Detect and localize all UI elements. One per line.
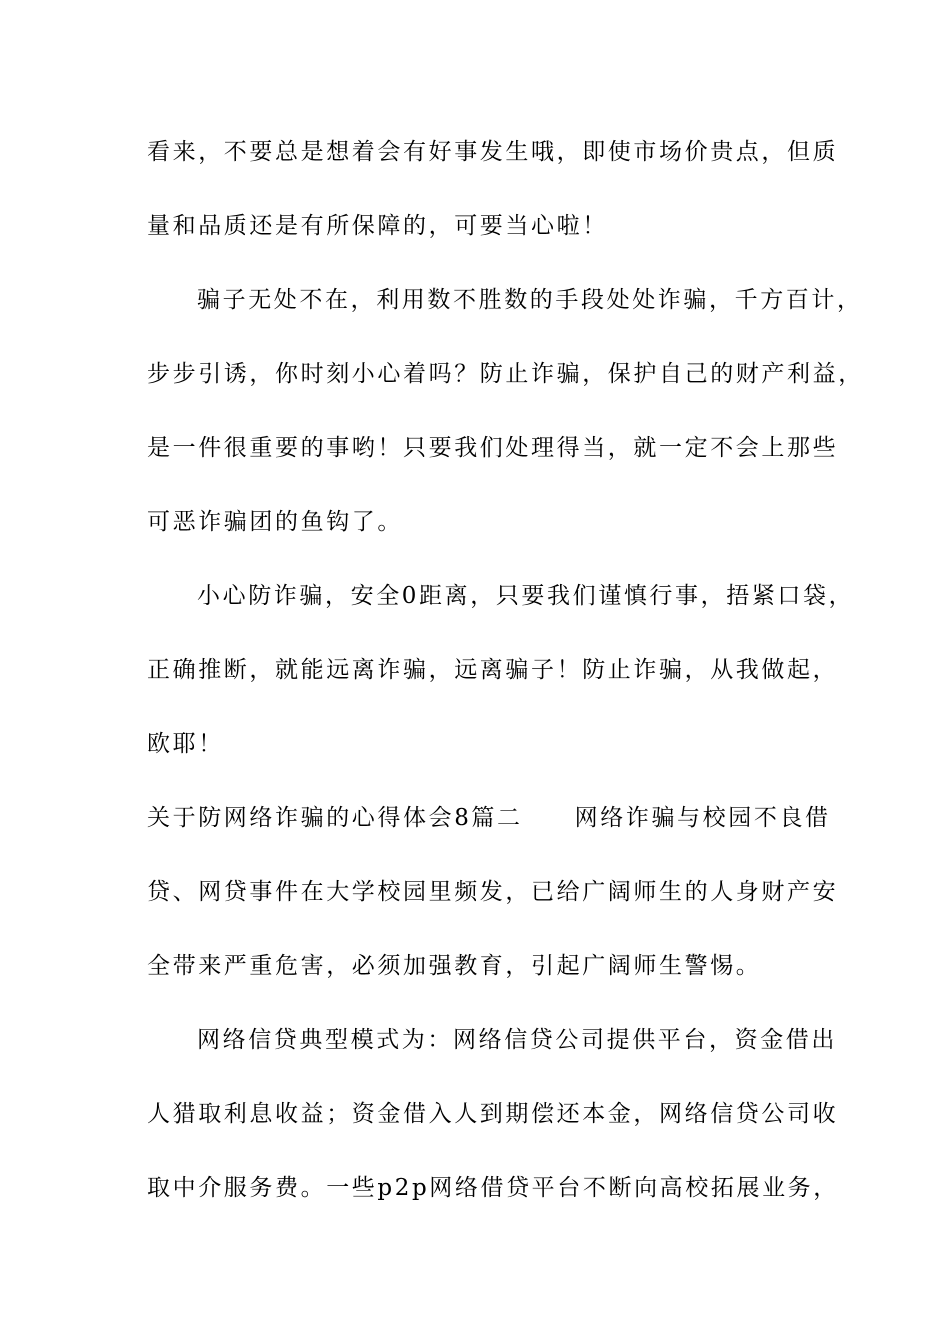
paragraph-line: 骗子无处不在，利用数不胜数的手段处处诈骗，千方百计， xyxy=(197,287,863,313)
paragraph-line: 正确推断，就能远离诈骗，远离骗子！防止诈骗，从我做起， xyxy=(147,657,839,683)
paragraph-line: 步步引诱，你时刻小心着吗？防止诈骗，保护自己的财产利益， xyxy=(147,361,864,387)
paragraph-line: 看来，不要总是想着会有好事发生哦，即使市场价贵点，但质 xyxy=(147,139,839,165)
paragraph-line: 贷、网贷事件在大学校园里频发，已给广阔师生的人身财产安 xyxy=(147,879,839,905)
section-heading-line xyxy=(147,803,831,833)
paragraph-line: 小心防诈骗，安全0距离，只要我们谨慎行事，捂紧口袋， xyxy=(197,583,855,609)
paragraph-line: 网络诈骗与校园不良借 xyxy=(574,805,831,831)
paragraph-line: 是一件很重要的事哟！只要我们处理得当，就一定不会上那些 xyxy=(147,435,839,461)
paragraph-line: 取中介服务费。一些p2p网络借贷平台不断向高校拓展业务， xyxy=(147,1175,839,1201)
paragraph-line: 量和品质还是有所保障的，可要当心啦！ xyxy=(147,213,608,239)
paragraph-line: 欧耶！ xyxy=(147,731,224,757)
paragraph-line: 人猎取利息收益；资金借入人到期偿还本金，网络信贷公司收 xyxy=(147,1101,839,1127)
paragraph-line: 全带来严重危害，必须加强教育，引起广阔师生警惕。 xyxy=(147,953,762,979)
paragraph-line: 可恶诈骗团的鱼钩了。 xyxy=(147,509,403,535)
paragraph-line: 网络信贷典型模式为：网络信贷公司提供平台，资金借出 xyxy=(197,1027,837,1053)
section-heading: 关于防网络诈骗的心得体会8篇二 xyxy=(147,805,523,831)
